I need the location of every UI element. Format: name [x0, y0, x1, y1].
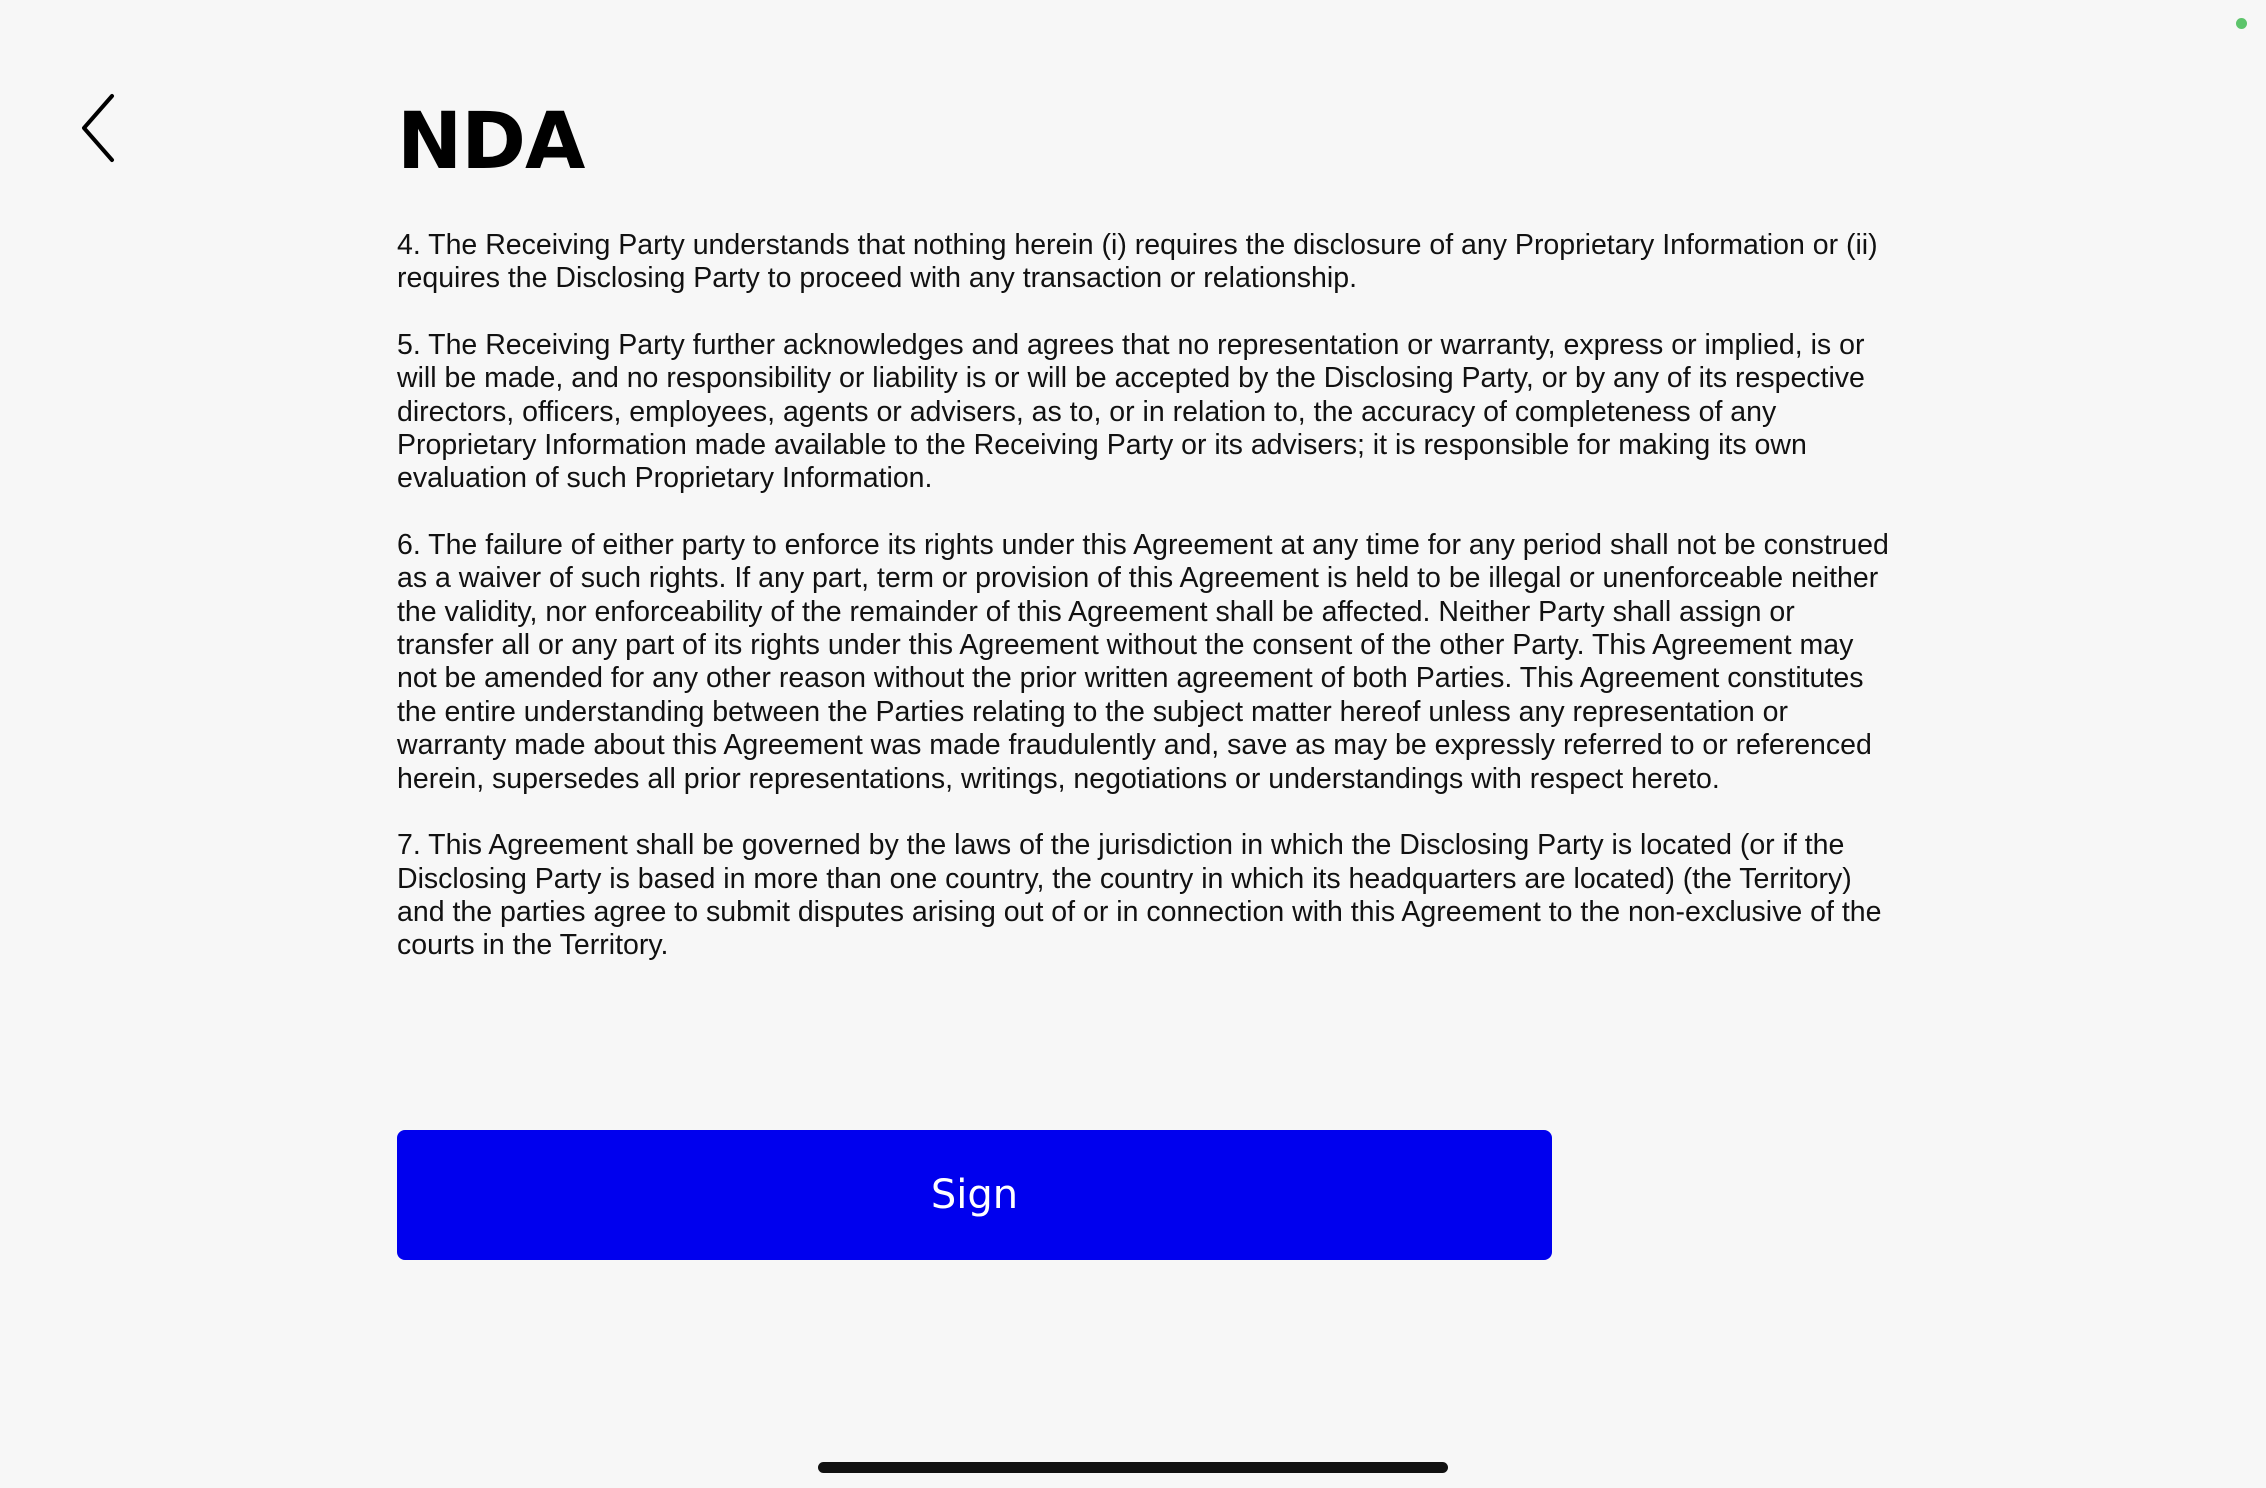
- sign-button[interactable]: Sign: [397, 1130, 1552, 1260]
- back-button[interactable]: [70, 86, 130, 176]
- document-paragraph-6: 6. The failure of either party to enforce its rights under this Agreement at any time for any period shall not be construed as a waiver of such rights. If any part, term or provision of this Agreement is held to be illegal or unenforceable neither the validity, nor enforceability of the remainder of this Agreement shall be affected. Neither Party shall assign or transfer all or any part of its rights under this Agreement without the consent of the other Party. This Agreement may not be amended for any other reason without the prior written agreement of both Parties. This Agreement constitutes the entire understanding between the Parties relating to the subject matter hereof unless any representation or warranty made about this Agreement was made fraudulently and, save as may be expressly referred to or referenced herein, supersedes all prior representations, writings, negotiations or understandings with respect hereto.: [397, 528, 1889, 795]
- document-scroll-area[interactable]: [397, 190, 1897, 1040]
- status-indicator-dot: [2236, 18, 2247, 29]
- document-content: [397, 190, 1897, 996]
- document-paragraph-7: 7. This Agreement shall be governed by the laws of the jurisdiction in which the Disclosing Party is located (or if the Disclosing Party is based in more than one country, the country in which its headquarters are located) (the Territory) and the parties agree to submit disputes arising out of or in connection with this Agreement to the non-exclusive of the courts in the Territory.: [397, 829, 1882, 962]
- page-title: NDA: [397, 97, 585, 187]
- document-paragraph-4: 4. The Receiving Party understands that nothing herein (i) requires the disclosure of any Proprietary Information or (ii) requires the Disclosing Party to proceed with any transaction or relationship.: [397, 229, 1878, 295]
- document-paragraph-5: 5. The Receiving Party further acknowledges and agrees that no representation or warranty, express or implied, is or will be made, and no responsibility or liability is or will be accepted by the Disclosing Party, or by any of its respective directors, officers, employees, agents or advisers, as to, or in relation to, the accuracy of completeness of any Proprietary Information made available to the Receiving Party or its advisers; it is responsible for making its own evaluation of such Proprietary Information.: [397, 328, 1865, 495]
- chevron-left-icon: [70, 86, 130, 176]
- home-indicator[interactable]: [818, 1462, 1448, 1473]
